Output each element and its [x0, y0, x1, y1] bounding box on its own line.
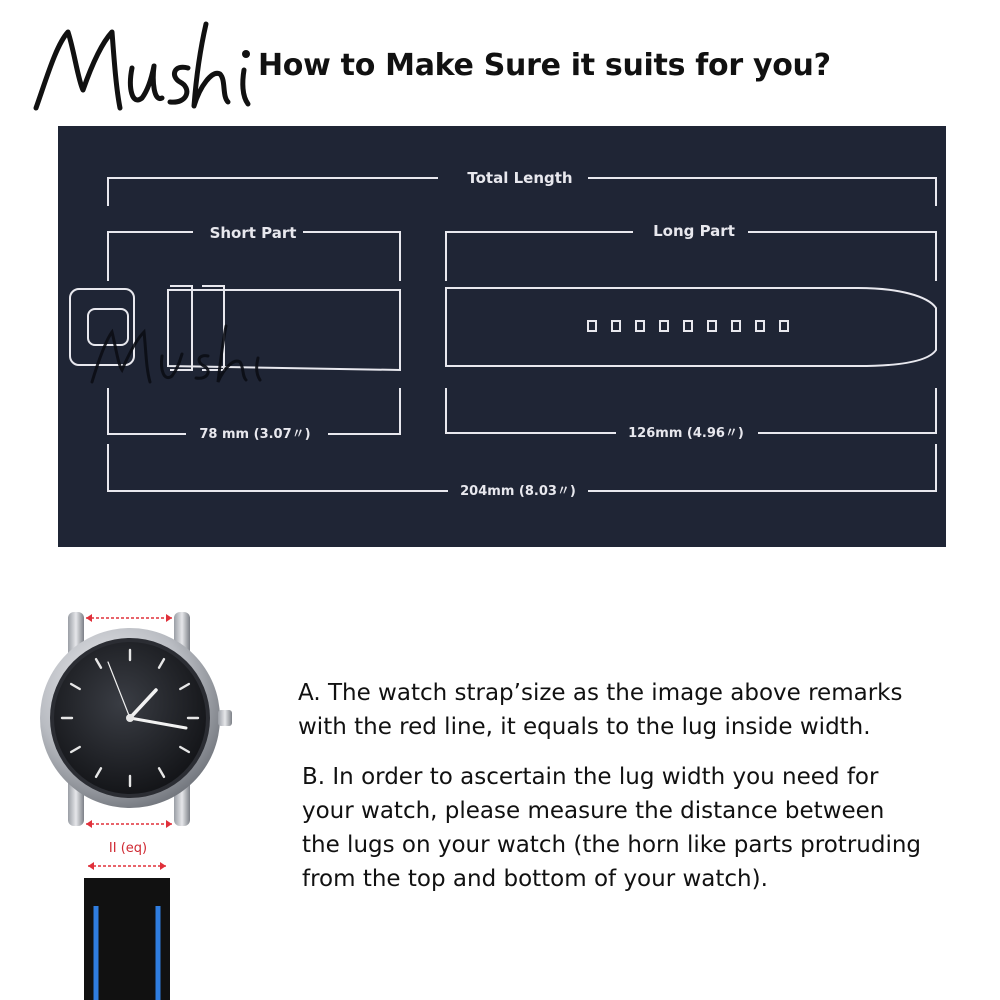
watch-illustration [30, 590, 250, 1000]
strap-hole [732, 321, 740, 331]
long-measure-label: 126mm (4.96〃) [628, 426, 744, 441]
strap-hole [708, 321, 716, 331]
note-b [302, 760, 921, 896]
note-b-line-4: from the top and bottom of your watch). [302, 866, 768, 892]
strap-hole [756, 321, 764, 331]
note-b-line-2: your watch, please measure the distance between [302, 798, 885, 824]
note-a-line-1: A. The watch strap’size as the image above remarks [298, 680, 903, 706]
page-heading: How to Make Sure it suits for you? [258, 48, 831, 83]
strap-hole [612, 321, 620, 331]
note-a-line-2: with the red line, it equals to the lug inside width. [298, 714, 871, 740]
note-a [298, 676, 902, 744]
note-b-line-1: B. In order to ascertain the lug width you need for [302, 764, 879, 790]
strap-hole [588, 321, 596, 331]
brand-logo [28, 10, 288, 120]
total-measure-label: 204mm (8.03〃) [460, 484, 576, 499]
long-part-label: Long Part [653, 222, 735, 240]
strap-hole [780, 321, 788, 331]
strap-hole [636, 321, 644, 331]
lug-width-label: II (eq) [108, 841, 148, 856]
strap-hole [684, 321, 692, 331]
note-b-line-3: the lugs on your watch (the horn like parts protruding [302, 832, 922, 858]
crown [218, 710, 232, 726]
watermark-logo [92, 326, 260, 382]
strap-dimension-diagram [58, 126, 946, 547]
short-part-label: Short Part [209, 224, 297, 242]
strap-hole [660, 321, 668, 331]
total-length-label: Total Length [467, 169, 573, 187]
short-measure-label: 78 mm (3.07〃) [199, 427, 311, 442]
short-strap-outline [168, 290, 400, 370]
